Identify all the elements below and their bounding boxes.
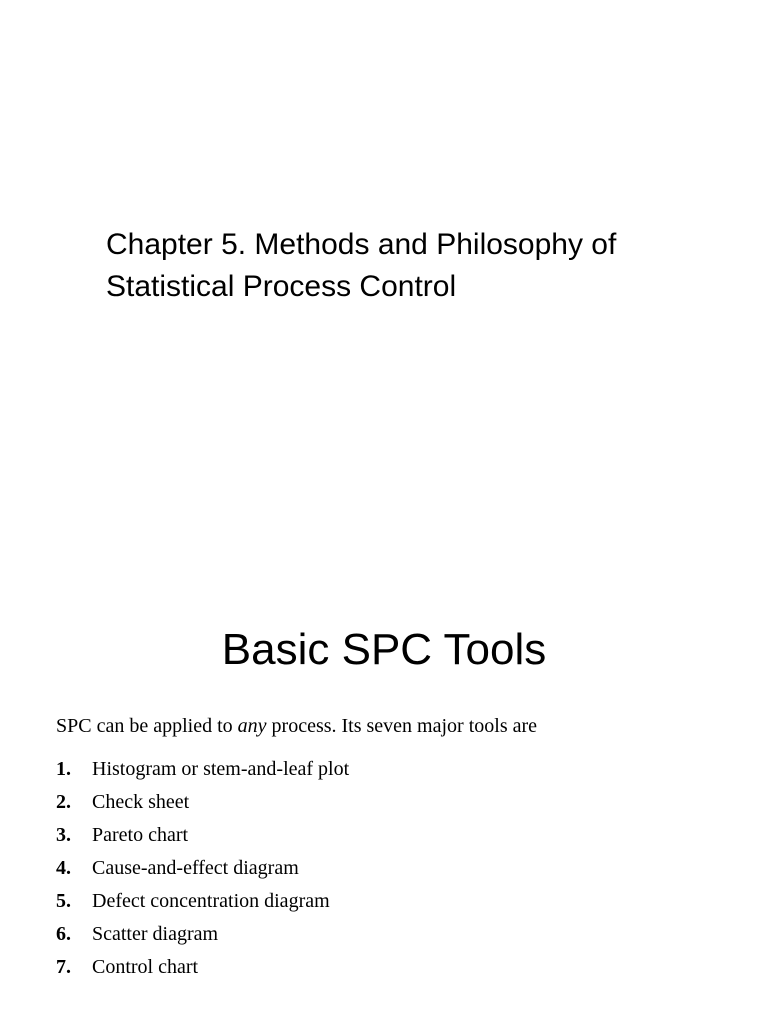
section-title: Basic SPC Tools — [221, 625, 547, 674]
list-item-number: 7. — [56, 956, 71, 978]
intro-text — [56, 712, 537, 740]
list-item-label: Pareto chart — [92, 824, 189, 846]
list-item-label: Defect concentration diagram — [92, 890, 330, 912]
chapter-title — [106, 224, 746, 308]
chapter-title-line-1: Chapter 5. Methods and Philosophy of — [106, 228, 617, 261]
list-item — [56, 953, 349, 986]
chapter-title-line-2: Statistical Process Control — [106, 270, 457, 303]
list-item-label: Cause-and-effect diagram — [92, 857, 299, 879]
list-item — [56, 854, 349, 887]
intro-emphasis: any — [237, 715, 267, 737]
list-item — [56, 788, 349, 821]
list-item-label: Scatter diagram — [92, 923, 219, 945]
intro-after: process. Its seven major tools are — [266, 715, 538, 737]
list-item-number: 1. — [56, 758, 71, 780]
list-item — [56, 755, 349, 788]
list-item — [56, 821, 349, 854]
list-item — [56, 887, 349, 920]
list-item-number: 6. — [56, 923, 71, 945]
list-item-number: 3. — [56, 824, 71, 846]
list-item-number: 4. — [56, 857, 71, 879]
intro-before: SPC can be applied to — [56, 715, 238, 737]
list-item-label: Histogram or stem-and-leaf plot — [92, 758, 350, 780]
list-item-label: Check sheet — [92, 791, 190, 813]
list-item-number: 2. — [56, 791, 71, 813]
list-item-label: Control chart — [92, 956, 199, 978]
list-item — [56, 920, 349, 953]
list-item-number: 5. — [56, 890, 71, 912]
tools-list — [56, 755, 349, 986]
